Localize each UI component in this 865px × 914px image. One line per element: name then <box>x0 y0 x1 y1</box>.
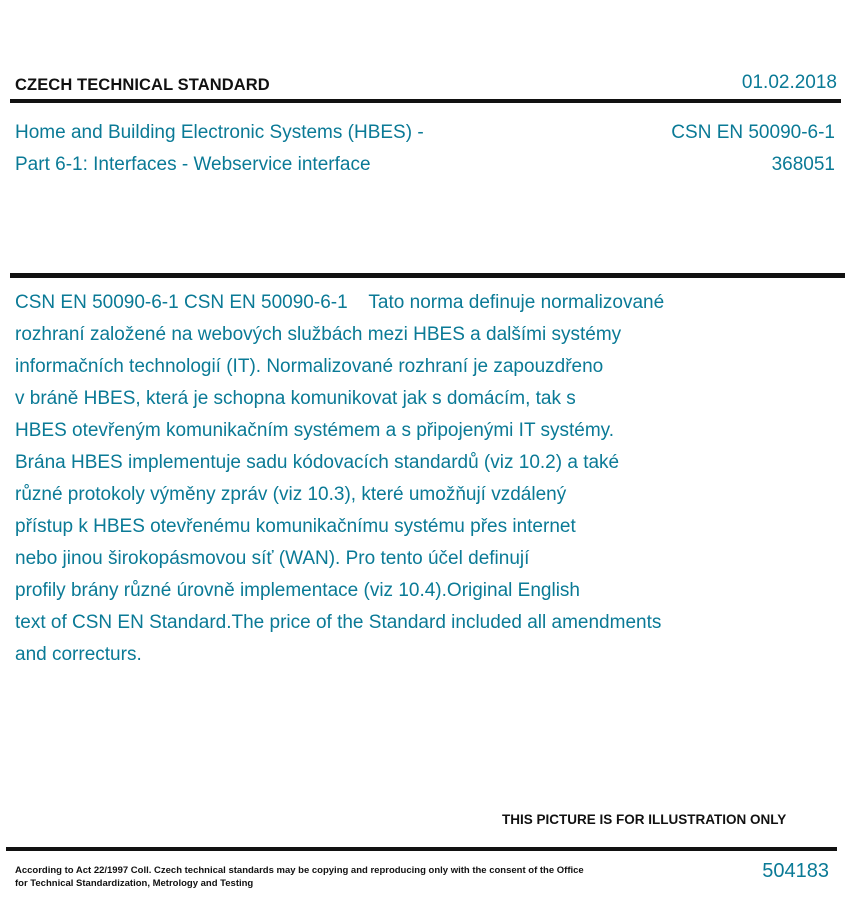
abstract-line: přístup k HBES otevřenému komunikačnímu systému přes internet <box>15 516 576 537</box>
abstract-line: text of CSN EN Standard.The price of the Standard included all amendments <box>15 612 662 633</box>
illustration-disclaimer: THIS PICTURE IS FOR ILLUSTRATION ONLY <box>502 812 787 827</box>
abstract-line: rozhraní založené na webových službách mezi HBES a dalšími systémy <box>15 324 622 345</box>
abstract-line: CSN EN 50090-6-1 CSN EN 50090-6-1 Tato norma definuje normalizované <box>15 292 665 313</box>
standard-code: CSN EN 50090-6-1 <box>671 122 835 143</box>
section-divider <box>10 273 845 278</box>
footer-divider <box>6 847 837 851</box>
title-line-2: Part 6-1: Interfaces - Webservice interface <box>15 154 371 175</box>
abstract-line: informačních technologií (IT). Normalizované rozhraní je zapouzdřeno <box>15 356 604 377</box>
abstract-line: Brána HBES implementuje sadu kódovacích standardů (viz 10.2) a také <box>15 452 620 473</box>
legal-notice <box>15 864 595 890</box>
header-divider <box>10 99 841 103</box>
abstract-line: HBES otevřeným komunikačním systémem a s připojenými IT systémy. <box>15 420 615 441</box>
abstract-line: různé protokoly výměny zpráv (viz 10.3), které umožňují vzdálený <box>15 484 567 505</box>
document-type-label: CZECH TECHNICAL STANDARD <box>15 76 270 94</box>
abstract-line: and correcturs. <box>15 644 142 665</box>
abstract-line: nebo jinou širokopásmovou síť (WAN). Pro tento účel definují <box>15 548 530 569</box>
legal-notice-line-1: According to Act 22/1997 Coll. Czech technical standards may be copying and reproducing only with the consent of the Office <box>15 865 584 876</box>
standard-title <box>15 117 424 181</box>
abstract-line: v bráně HBES, která je schopna komunikovat jak s domácím, tak s <box>15 388 576 409</box>
document-id: 504183 <box>762 860 829 882</box>
publication-date: 01.02.2018 <box>741 72 837 93</box>
standard-identifiers <box>671 117 835 181</box>
abstract-line: profily brány různé úrovně implementace (viz 10.4).Original English <box>15 580 580 601</box>
abstract-text <box>15 287 775 671</box>
title-line-1: Home and Building Electronic Systems (HBES) - <box>15 122 424 143</box>
legal-notice-line-2: for Technical Standardization, Metrology and Testing <box>15 878 254 889</box>
catalog-number: 368051 <box>771 154 835 175</box>
